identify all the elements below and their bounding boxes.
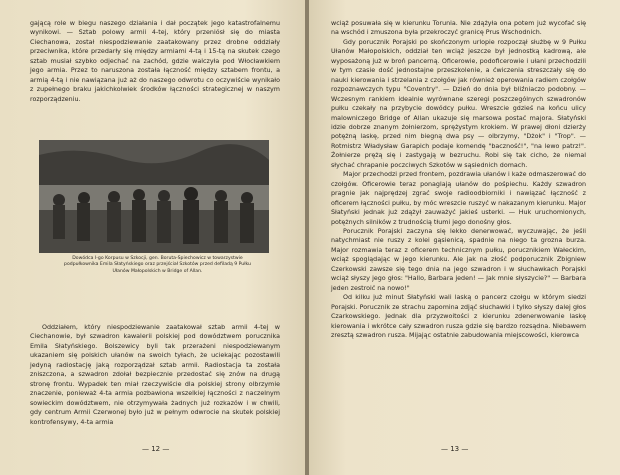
paragraph: Od kilku już minut Słatyński wali laską o pancerz czołgu w którym siedzi Porajski. Porucznik ze strachu zapomina zdjąć słuchawki i tylko słyszy dalej głos Czarkowskiego. Jednak dla przyzwoitości z kierunku zdenerwowanie laskę kierowania i wkrótce cały szwadron rusza gdzie się bardzo rozsądna. Niebawem zresztą szwadron rusza. Mijając ostatnie zabudowania miejscowości, kierowca xyxy=(331,294,586,339)
paragraph: Porucznik Porajski zaczyna się lekko denerwować, wyczuwając, że jeśli natychmiast nie ruszy z kolei gąsienicą, spadnie na niego ta grozna burza. Major rozmawia teraz z oficerem technicznym pułku, porucznikiem Wałeckim, wciąż spoglądając w jego kierunku. Ale jak na złość podporucznik Zbigniew Czerkowski zawsze się tego dnia na jego szwadron i w słuchawkach Porajski wciąż słyszy jego głos: "Hallo, Barbara jeden! — Jak mnie słyszycie?" — Barbara jeden zestroić na nowo!" xyxy=(331,227,586,292)
right-page xyxy=(309,0,620,475)
historical-photo xyxy=(39,140,269,253)
right-text-block xyxy=(331,19,586,340)
photo-caption: Dowódca I-go Korpusu w Szkocji, gen. Boruta-Spiechowicz w towarzystwie podpułkownika Emila Słatyńskiego oraz przejściał Szkotów przed defiladą 9 Pułku Ułanów Małopolskich w Bridge of Allan. xyxy=(64,256,251,274)
paragraph: wciąż posuwała się w kierunku Torunia. Nie zdążyła ona potem już wycofać się na wschód i zmuszona była przekroczyć granicę Prus Wschodnich. xyxy=(331,20,586,37)
paragraph: Oddziałem, który niespodziewanie zaatakował sztab armii 4-tej w Ciechanowie, był szwadron kawalerii polskiej pod dowództwem porucznika Emila Słatyńskiego. Bolszewicy byli tak przerażeni niespodziewanym ukazaniem się polskich ułanów na swoich tyłach, że uciekając pozostawili jedyną radiostację jaką rozporządzał sztab armii. Radiostacja ta została zniszczona, a szwadron zdołał bezpiecznie przedostać się znów na drugą stronę frontu. Wypadek ten miał rzeczywiście dla polskiej strony olbrzymie znaczenie, ponieważ 4-ta armia pozbawiona wszelkiej łączności z naczelnym sowieckim dowództwem, nie otrzymywała żadnych już rozkazów i w chwili, gdy centrum Armii Czerwonej było już w pełnym odwrocie na skutek polskiej kontrofensywy, 4-ta armia xyxy=(30,324,280,426)
left-page xyxy=(0,0,305,475)
parade-photo-illustration xyxy=(39,140,269,253)
paragraph: gającą role w biegu naszego działania i dał początek jego katastrofalnemu wynikowi. — Sztab polowy armii 4-tej, który przeniósł się do miasta Ciechanowa, został niespodziewanie zaatakowany przez drobne oddziały przeciwnika, które przedarły się między armiami 4-tą i 15-tą na skutek czego sztab musiał szybko odjechać na zachód, gdzie walczyła pod Włocławkiem jego armia. Przez to naruszona została łączność między sztabem frontu, a armią 4-tą i nie nawiązana już aż do naszego odwrotu co oczywiście wynikało z zupełnego braku jakichkolwiek środków łączności strategicznej w naszym rozporządzeniu. xyxy=(30,20,280,103)
paragraph: Major przechodzi przed frontem, pozdrawia ułanów i każe odmaszerować do czołgów. Oficerowie teraz ponaglają ułanów do pośpiechu. Każdy szwadron pragnie jak najprędzej zgrać swoje radioodbiorniki i nawiązać łączność z oficerem łączności pułku, by móc wreszcie ruszyć w nakazanym kierunku. Major Słatyński jednak już zdążył zauważyć jakieś usterki. — Huk uruchomionych, potężnych silników z trudnością tłumi jego donośny głos. xyxy=(331,171,586,226)
page-number-right: — 13 — xyxy=(441,445,469,453)
left-text-block-bottom xyxy=(30,323,280,427)
page-number-left: — 12 — xyxy=(142,445,170,453)
left-text-block-top xyxy=(30,19,280,104)
paragraph: Gdy porucznik Porajski po skończonym urlopie rozpoczął służbę w 9 Pułku Ułanów Małopolskich, oddział ten wciąż jeszcze był jednostką kadrową, ale wyposażoną już w broń pancerną. Oficerowie, podoficerowie i ułani przechodzili w tym czasie dość jednostajne przeszkolenie, a ćwiczenia streszczały się do nauki kierowania i strzelania z czołgów jak również operowania radiem czołgów rozpoznawczych typu "Coventry". — Dzień do dnia był bliźniaczo podobny. — Wczesnym rankiem idealnie wyrównane szeregi poszczególnych szwadronów pułku czekały na przybycie dowódcy pułku. Wreszcie gdzieś na końcu ulicy malowniczego Bridge of Allan ukazuje się marsowa postać majora. Słatyński idzie dobrze znanym żołnierzom, sprężystym krokiem. W prawej dłoni dzierży potężną laskę, przed nim biegną dwa psy — olbrzymy, "Dżok" i "Trop". — Rotmistrz Władysław Garapich podaje komendę "baczność!", "na lewo patrz!". Żołnierze prężą się i zastygają w bezruchu. Robi się tak cicho, że niemal słychać chrapanie poczciwych Szkotów w sąsiednich domach. xyxy=(331,38,586,169)
